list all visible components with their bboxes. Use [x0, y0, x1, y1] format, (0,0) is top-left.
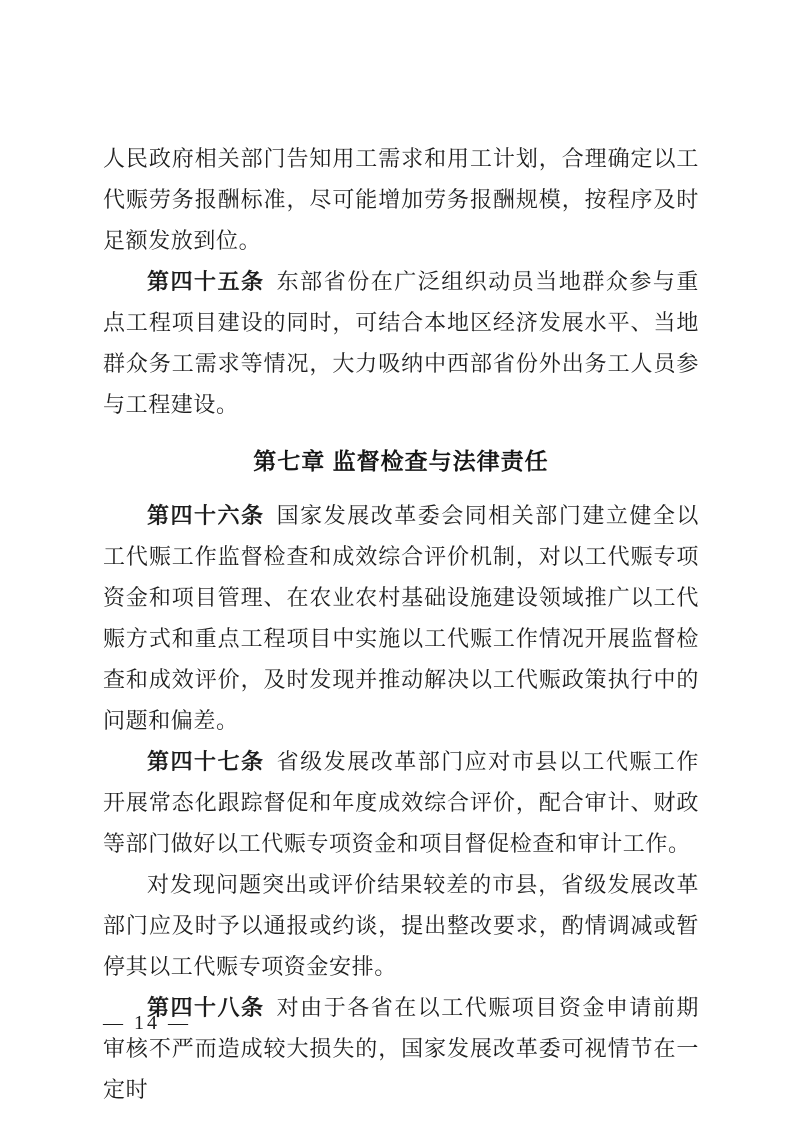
article-number-label: 第四十六条 — [147, 503, 265, 528]
chapter-heading: 第七章 监督检查与法律责任 — [253, 448, 549, 474]
paragraph-text: 对发现问题突出或评价结果较差的市县，省级发展改革部门应及时予以通报或约谈，提出整改要求，酌情调减或暂停其以工代赈专项资金安排。 — [103, 872, 699, 979]
article-number-label: 第四十五条 — [147, 269, 265, 294]
page-number: — 14 — — [103, 1012, 191, 1034]
paragraph-continuation — [103, 138, 699, 261]
paragraph-article-47 — [103, 741, 699, 864]
paragraph-text: 国家发展改革委会同相关部门建立健全以工代赈工作监督检查和成效综合评价机制，对以工代赈专项资金和项目管理、在农业农村基础设施建设领域推广以工代赈方式和重点工程项目中实施以工代赈工作情况开展监督检查和成效评价，及时发现并推动解决以工代赈政策执行中的问题和偏差。 — [103, 503, 699, 733]
paragraph-text: 对由于各省在以工代赈项目资金申请前期审核不严而造成较大损失的，国家发展改革委可视情节在一定时 — [103, 995, 699, 1102]
paragraph-article-45 — [103, 261, 699, 425]
article-number-label: 第四十七条 — [147, 749, 265, 774]
paragraph-article-46 — [103, 495, 699, 741]
paragraph-text: 东部省份在广泛组织动员当地群众参与重点工程项目建设的同时，可结合本地区经济发展水平、当地群众务工需求等情况，大力吸纳中西部省份外出务工人员参与工程建设。 — [103, 269, 699, 417]
paragraph-text: 人民政府相关部门告知用工需求和用工计划，合理确定以工代赈劳务报酬标准，尽可能增加劳务报酬规模，按程序及时足额发放到位。 — [103, 146, 699, 253]
paragraph-plain — [103, 864, 699, 987]
paragraph-article-48 — [103, 987, 699, 1110]
article-number-label: 第四十八条 — [147, 995, 265, 1020]
paragraph-text: 省级发展改革部门应对市县以工代赈工作开展常态化跟踪督促和年度成效综合评价，配合审计、财政等部门做好以工代赈专项资金和项目督促检查和审计工作。 — [103, 749, 699, 856]
